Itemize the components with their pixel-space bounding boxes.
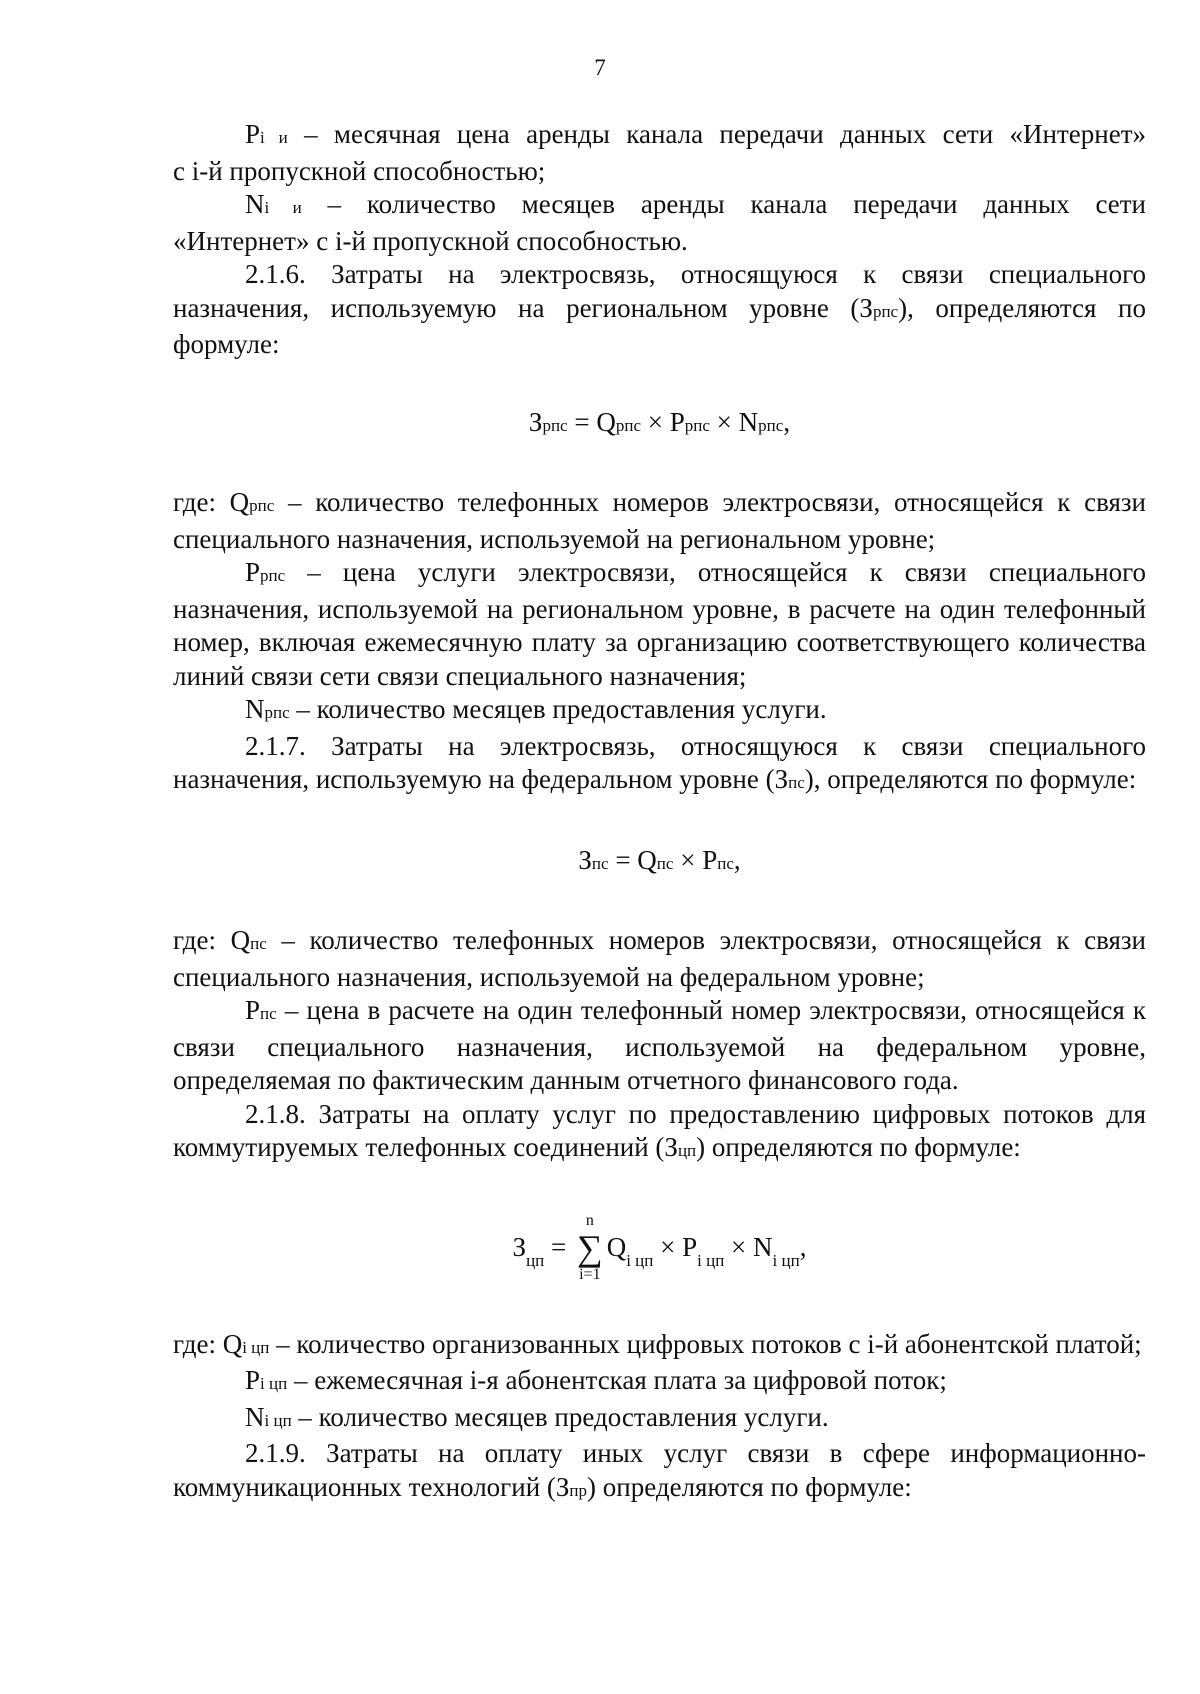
formula-operator: × (724, 1231, 754, 1262)
symbol-subscript: пр (569, 1480, 588, 1500)
sigma-symbol: ∑ (577, 1227, 603, 1268)
formula-subscript: рпс (615, 415, 641, 435)
formula-subscript: пс (656, 853, 674, 873)
formula-operator: = (567, 406, 597, 437)
formula-subscript: цп (526, 1251, 545, 1270)
symbol-subscript: пс (260, 1004, 277, 1023)
symbol: N (245, 189, 265, 219)
formula-operator: × (653, 1231, 683, 1262)
formula-operator: = (544, 1231, 574, 1262)
formula-punctuation: , (783, 406, 791, 437)
paragraph-text: 2.1.8. Затраты на оплату услуг по предоставлению цифровых потоков для коммутируемых телефонных соединений (З (173, 1098, 1146, 1162)
formula-symbol: N (738, 406, 759, 437)
paragraph-text: ) определяются по формуле: (587, 1471, 912, 1502)
page-number: 7 (594, 55, 606, 80)
definition-text: – месячная цена аренды канала передачи данных сети «Интернет» (287, 119, 1146, 149)
definition-p-tsp (173, 1364, 1146, 1401)
section-2-1-6 (173, 258, 1146, 362)
formula-z-rps (173, 406, 1146, 443)
definition-n-tsp (173, 1401, 1146, 1438)
definition-n-rps (173, 693, 1146, 730)
symbol-subscript: i цп (260, 1374, 288, 1393)
paragraph-text: – количество месяцев предоставления услуги. (291, 1401, 829, 1432)
symbol-subscript: i и (264, 198, 302, 217)
formula-subscript: пс (717, 853, 734, 873)
summation-lower-limit: i=1 (579, 1265, 601, 1283)
paragraph-text: – количество телефонных номеров электросвязи, относящейся к связи специального назначения, используемой на региональном уровне; (173, 487, 1146, 554)
formula-symbol: З (528, 406, 543, 437)
symbol: P (245, 1365, 261, 1395)
symbol-subscript: цп (677, 1141, 697, 1160)
formula-subscript: i цп (697, 1251, 725, 1270)
formula-subscript: i цп (772, 1251, 800, 1270)
symbol-subscript: рпс (249, 496, 275, 515)
formula-operator: × (673, 844, 703, 875)
symbol-subscript: рпс (260, 566, 286, 585)
definition-p-i-internet (173, 118, 1146, 155)
formula-z-tsp (173, 1212, 1146, 1284)
symbol-subscript: рпс (872, 301, 899, 321)
symbol-subscript: i цп (264, 1410, 292, 1430)
formula-symbol: P (682, 1231, 698, 1262)
paragraph-text: – количество организованных цифровых потоков с i-й абонентской платой; (269, 1328, 1142, 1359)
definition-q-ps (173, 924, 1146, 994)
definition-q-rps (173, 486, 1146, 556)
section-2-1-7 (173, 730, 1146, 800)
definition-q-tsp (173, 1328, 1146, 1365)
formula-subscript: i цп (626, 1251, 654, 1270)
definition-text: – количество месяцев аренды канала передачи данных сети (301, 189, 1146, 219)
formula-symbol: З (512, 1231, 527, 1262)
formula-symbol: Q (637, 844, 657, 875)
formula-punctuation: , (799, 1231, 807, 1262)
paragraph-text: где: Q (173, 1328, 243, 1359)
symbol: P (245, 557, 261, 587)
formula-subscript: рпс (542, 415, 568, 435)
symbol-subscript: i цп (242, 1337, 270, 1357)
definition-continuation: «Интернет» с i-й пропускной способностью. (173, 225, 688, 256)
definition-p-rps (173, 556, 1146, 693)
symbol: N (245, 694, 265, 724)
symbol-subscript: пс (250, 934, 267, 953)
formula-symbol: P (669, 406, 685, 437)
formula-subscript: рпс (684, 415, 710, 435)
paragraph-text: ), определяются по формуле: (804, 764, 1137, 794)
formula-subscript: рпс (758, 415, 784, 435)
paragraph-text: – ежемесячная i-я абонентская плата за цифровой поток; (287, 1365, 947, 1395)
formula-subscript: пс (591, 853, 609, 873)
formula-operator: × (709, 406, 739, 437)
definition-p-ps (173, 994, 1146, 1098)
definition-continuation: с i-й пропускной способностью; (173, 155, 546, 186)
symbol-subscript: рпс (264, 703, 290, 722)
section-2-1-8 (173, 1098, 1146, 1168)
paragraph-text: где: Q (173, 487, 250, 517)
paragraph-text: – цена в расчете на один телефонный номер электросвязи, относящейся к связи специального назначения, используемой на федеральном уровне, определяемая по фактическим данным отчетного финансового года. (173, 995, 1146, 1095)
summation-upper-limit: n (585, 1211, 594, 1229)
symbol: P (245, 119, 261, 149)
formula-symbol: Q (596, 406, 616, 437)
symbol: P (245, 995, 261, 1025)
formula-punctuation: , (733, 844, 741, 875)
formula-symbol: N (753, 1231, 773, 1262)
paragraph-text: 2.1.7. Затраты на электросвязь, относящуюся к связи специального назначения, используемую на федеральном уровне (З (173, 730, 1146, 794)
summation (577, 1212, 603, 1284)
formula-symbol: P (702, 844, 718, 875)
formula-symbol: З (578, 844, 592, 875)
paragraph-text: ), определяются по формуле: (173, 292, 1146, 359)
symbol: N (245, 1401, 265, 1432)
paragraph-text: – количество телефонных номеров электросвязи, относящейся к связи специального назначения, используемой на федеральном уровне; (173, 925, 1146, 992)
symbol-subscript: i и (260, 128, 288, 147)
paragraph-text: 2.1.9. Затраты на оплату иных услуг связи в сфере информационно-коммуникационных технологий (З (173, 1438, 1146, 1502)
formula-symbol: Q (606, 1231, 627, 1262)
formula-z-ps (173, 844, 1146, 881)
formula-operator: = (608, 844, 638, 875)
symbol-subscript: пс (788, 773, 805, 792)
document-body (173, 118, 1146, 1507)
paragraph-text: – цена услуги электросвязи, относящейся к связи специального назначения, используемой на региональном уровне, в расчете на один телефонный номер, включая ежемесячную плату за организацию соответствующего количества линий связи сети связи специального назначения; (173, 557, 1146, 691)
paragraph-text: где: Q (173, 925, 251, 955)
formula-operator: × (641, 406, 670, 437)
definition-n-i-internet (173, 188, 1146, 225)
section-2-1-9 (173, 1437, 1146, 1507)
paragraph-text: – количество месяцев предоставления услуги. (289, 694, 827, 724)
paragraph-text: 2.1.6. Затраты на электросвязь, относящуюся к связи специального назначения, используемую на региональном уровне (З (173, 259, 1146, 323)
paragraph-text: ) определяются по формуле: (696, 1132, 1021, 1162)
